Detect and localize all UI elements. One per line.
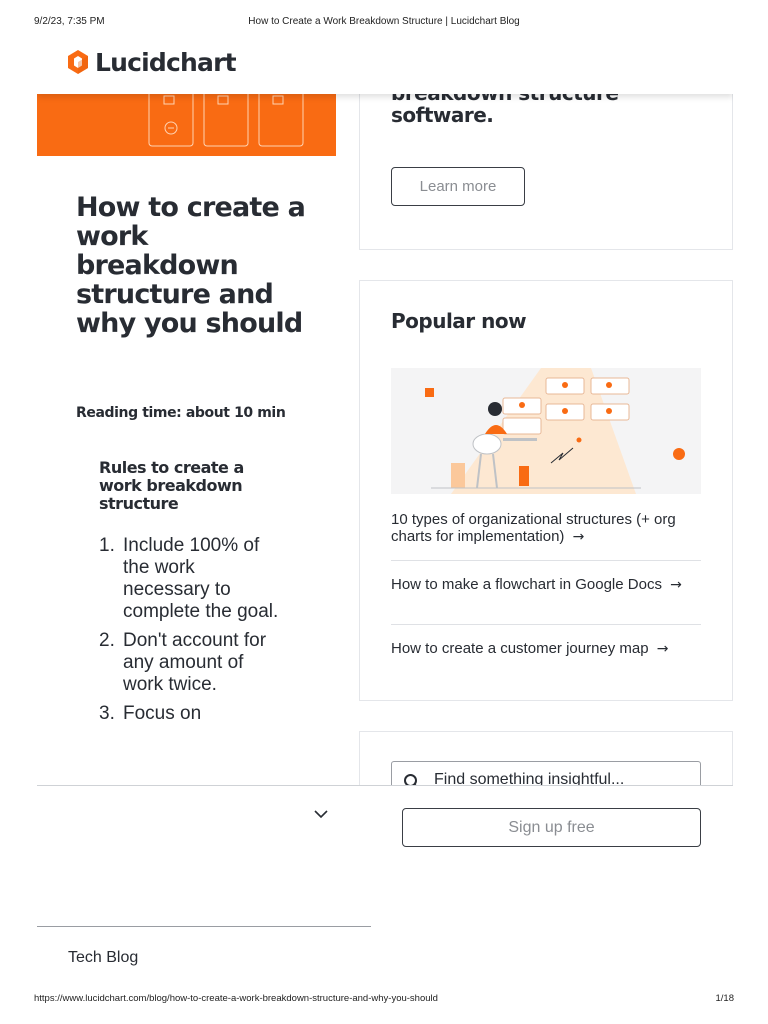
logo-wordmark: Lucidchart bbox=[95, 47, 236, 77]
rules-list bbox=[99, 535, 279, 732]
sticky-bottom-bar bbox=[37, 785, 733, 859]
popular-item-text: How to create a customer journey map bbox=[391, 640, 649, 657]
footer-divider bbox=[37, 926, 371, 927]
site-header bbox=[37, 35, 733, 94]
rule-item-3[interactable] bbox=[99, 703, 279, 725]
print-url: https://www.lucidchart.com/blog/how-to-create-a-work-breakdown-structure-and-why-you-should bbox=[34, 993, 438, 1004]
rule-number: 3. bbox=[99, 703, 115, 724]
popular-list bbox=[391, 511, 701, 670]
arrow-right-icon: → bbox=[670, 577, 682, 593]
learn-more-button[interactable]: Learn more bbox=[391, 167, 525, 206]
popular-now-card bbox=[359, 280, 733, 701]
print-footer bbox=[34, 993, 734, 1007]
rule-text: Focus on bbox=[123, 703, 202, 724]
rule-number: 2. bbox=[99, 630, 115, 651]
rule-item-2[interactable] bbox=[99, 630, 279, 696]
tech-blog-link[interactable]: Tech Blog bbox=[68, 949, 139, 966]
rule-text: Include 100% of the work necessary to complete the goal. bbox=[123, 535, 279, 622]
print-header bbox=[34, 16, 734, 30]
popular-illustration[interactable] bbox=[391, 368, 701, 494]
hero-image bbox=[37, 94, 336, 156]
lucidchart-logo-icon bbox=[66, 49, 90, 75]
sign-up-free-button[interactable]: Sign up free bbox=[402, 808, 701, 847]
popular-item-1[interactable] bbox=[391, 511, 701, 561]
popular-item-text: 10 types of organizational structures (+ org charts for implementation) bbox=[391, 511, 676, 545]
print-page-number: 1/18 bbox=[715, 993, 734, 1004]
reading-time: Reading time: about 10 min bbox=[76, 405, 286, 421]
lucidchart-logo[interactable] bbox=[66, 47, 236, 77]
rule-number: 1. bbox=[99, 535, 115, 556]
arrow-right-icon: → bbox=[572, 529, 585, 545]
rule-item-1[interactable] bbox=[99, 535, 279, 623]
arrow-right-icon: → bbox=[656, 641, 669, 657]
toc-heading[interactable]: Rules to create a work breakdown structure bbox=[99, 458, 244, 513]
popular-heading: Popular now bbox=[391, 309, 527, 333]
article-title: How to create a work breakdown structure and why you should bbox=[76, 192, 306, 339]
page-content bbox=[37, 35, 733, 981]
print-document-title: How to Create a Work Breakdown Structure | Lucidchart Blog bbox=[248, 16, 520, 27]
popular-item-text: How to make a flowchart in Google Docs bbox=[391, 576, 662, 593]
print-datetime: 9/2/23, 7:35 PM bbox=[34, 16, 105, 27]
chevron-down-icon[interactable] bbox=[313, 807, 329, 821]
cta-text: software. bbox=[391, 103, 494, 127]
popular-item-2[interactable] bbox=[391, 561, 701, 625]
popular-item-3[interactable] bbox=[391, 625, 701, 670]
rule-text: Don't account for any amount of work twice. bbox=[123, 630, 267, 695]
